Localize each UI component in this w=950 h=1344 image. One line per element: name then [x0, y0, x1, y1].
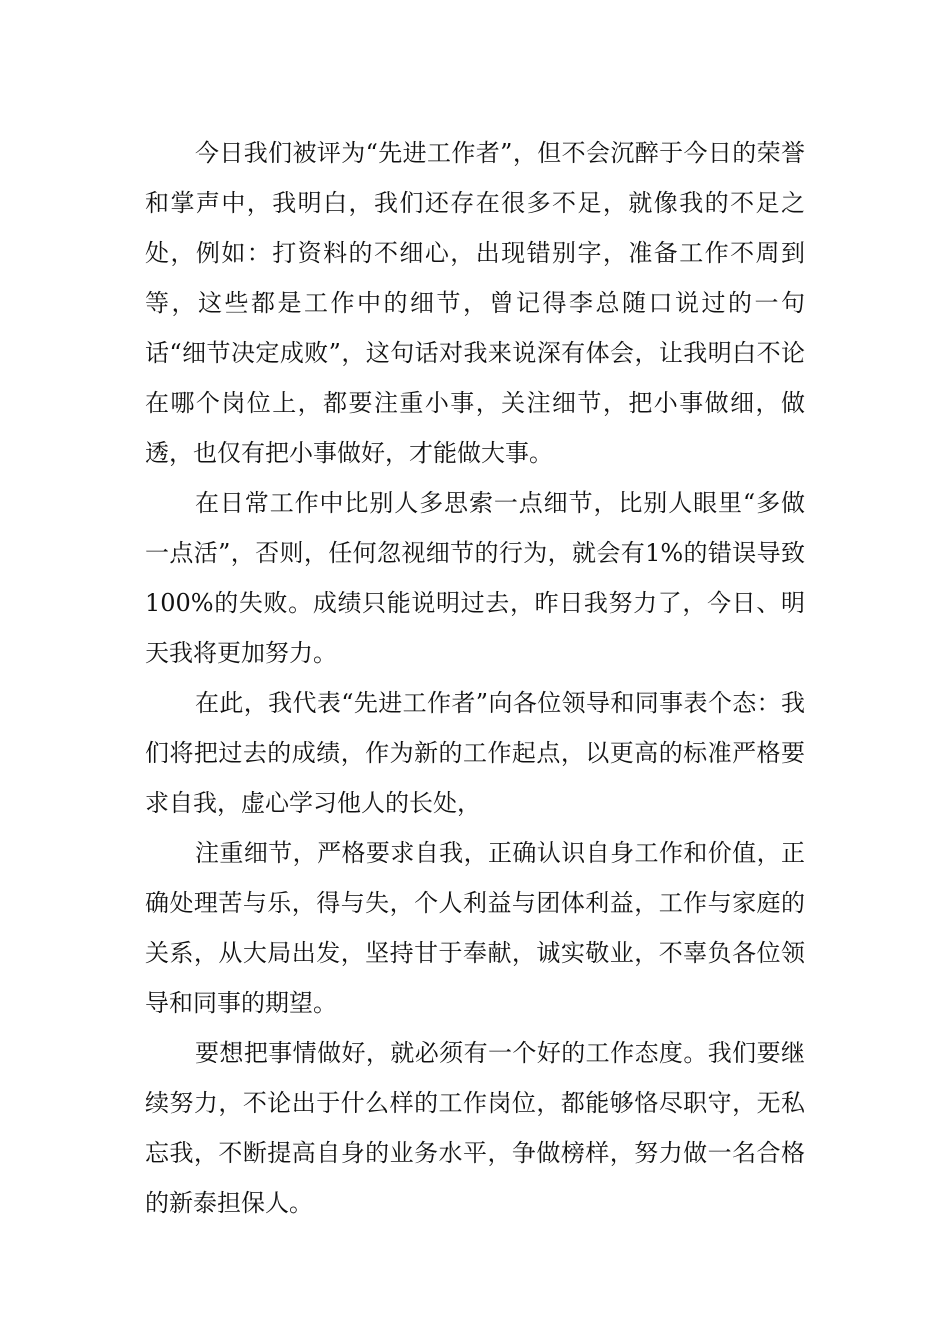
paragraph-3: 在此，我代表“先进工作者”向各位领导和同事表个态：我们将把过去的成绩，作为新的工作起点，以更高的标准严格要求自我，虚心学习他人的长处，	[145, 689, 805, 817]
paragraph-4: 注重细节，严格要求自我，正确认识自身工作和价值，正确处理苦与乐，得与失，个人利益与团体利益，工作与家庭的关系，从大局出发，坚持甘于奉献，诚实敬业，不辜负各位领导和同事的期望。	[145, 839, 805, 1017]
document-body	[145, 128, 805, 1228]
paragraph-5: 要想把事情做好，就必须有一个好的工作态度。我们要继续努力，不论出于什么样的工作岗位，都能够恪尽职守，无私忘我，不断提高自身的业务水平，争做榜样，努力做一名合格的新泰担保人。	[145, 1039, 805, 1217]
paragraph-1: 今日我们被评为“先进工作者”，但不会沉醉于今日的荣誉和掌声中，我明白，我们还存在很多不足，就像我的不足之处，例如：打资料的不细心，出现错别字，准备工作不周到等，这些都是工作中的细节，曾记得李总随口说过的一句话“细节决定成败”，这句话对我来说深有体会，让我明白不论在哪个岗位上，都要注重小事，关注细节，把小事做细，做透，也仅有把小事做好，才能做大事。	[145, 139, 805, 467]
paragraph-2: 在日常工作中比别人多思索一点细节，比别人眼里“多做一点活”，否则，任何忽视细节的行为，就会有1%的错误导致100%的失败。成绩只能说明过去，昨日我努力了，今日、明天我将更加努力。	[145, 489, 805, 667]
